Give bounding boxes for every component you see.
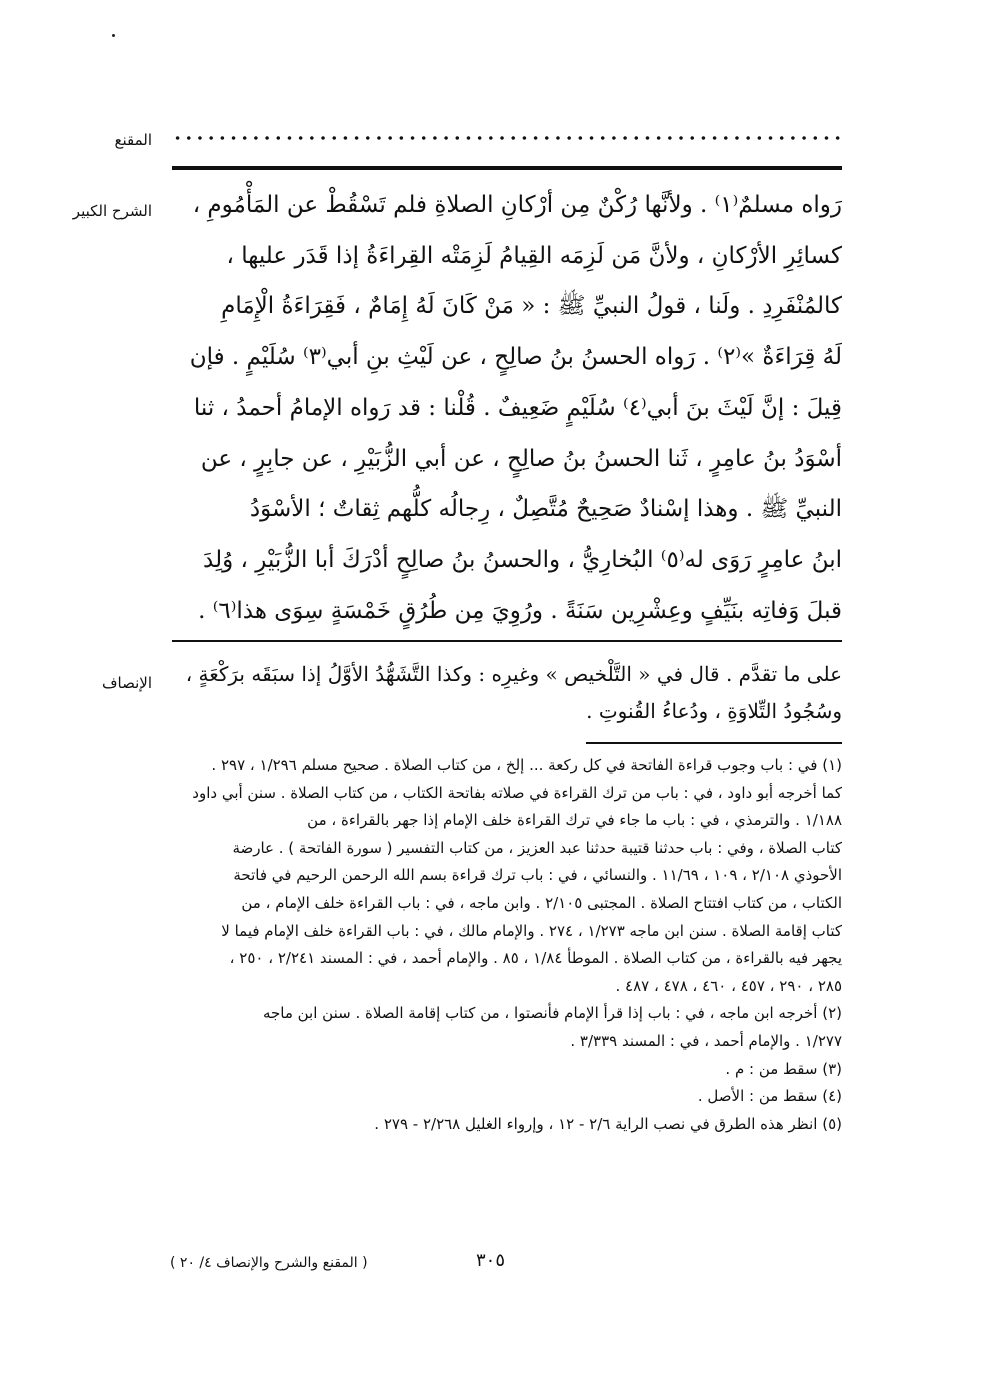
volume-label: ( المقنع والشرح والإنصاف ٤/ ٢٠ ) [170, 1255, 368, 1271]
footnote-line: (٥) انظر هذه الطرق في نصب الراية ٢/٦ - ١٢ ، وإرواء الغليل ٢/٢٦٨ - ٢٧٩ . [374, 1114, 842, 1133]
sharh-line: أسْوَدُ بنُ عامِرٍ ، ثَنا الحسنُ بنُ صالِحٍ ، عن أبي الزُّبَيْرِ ، عن جابِرٍ ، عن [200, 445, 842, 472]
header-rule [172, 166, 842, 170]
sharh-line: قِيلَ : إنَّ لَيْثَ بنَ أبي⁽٤⁾ سُلَيْمٍ ضَعِيفٌ . قُلْنا : قد رَواه الإمامُ أحمدُ ، ثنا [193, 394, 842, 421]
footnote-line: كتاب إقامة الصلاة . سنن ابن ماجه ١/٢٧٣ ، ٢٧٤ . والإمام مالك ، في : باب القراءة خلف الإمام فيما لا [221, 921, 842, 940]
footnote-line: يجهر فيه بالقراءة ، من كتاب الصلاة . الموطأ ١/٨٤ ، ٨٥ . والإمام أحمد ، في : المسند ٢/٢٤١ ، ٢٥٠ ، [229, 949, 842, 968]
footnote-line: (٤) سقط من : الأصل . [697, 1087, 842, 1106]
sharh-line: لَهُ قِرَاءَةٌ »⁽٢⁾ . رَواه الحسنُ بنُ صالِحٍ ، عن لَيْثِ بنِ أبي⁽٣⁾ سُلَيْمٍ . فإن [189, 344, 842, 371]
insaf-line: وسُجُودُ التِّلاوَةِ ، ودُعاءُ القُنوتِ . [586, 699, 842, 723]
sharh-line: ابنُ عامِرٍ رَوَى له⁽٥⁾ البُخارِيُّ ، والحسنُ بنُ صالِحٍ أدْرَكَ أبا الزُّبَيْرِ ، وُلِدَ [203, 546, 842, 573]
sharh-line: كسائِرِ الأرْكانِ ، ولأنَّ مَن لَزِمَه القِيامُ لَزِمَتْه القِراءَةُ إذا قَدَر عليها ، [226, 242, 842, 269]
sharh-line: النبيِّ ﷺ . وهذا إسْنادٌ صَحِيحٌ مُتَّصِلٌ ، رِجالُه كلُّهم ثِقاتٌ ؛ الأسْوَدُ [249, 496, 842, 523]
footnote-line: كما أخرجه أبو داود ، في : باب من ترك القراءة في صلاته بفاتحة الكتاب ، من كتاب الصلاة . سنن أبي داود [192, 783, 842, 802]
side-label-muqni: المقنع [114, 131, 152, 149]
sharh-text-block [172, 180, 842, 636]
footnote-line: كتاب الصلاة ، وفي : باب حدثنا قتيبة حدثنا عبد العزيز ، من كتاب التفسير ( سورة الفاتحة ) . عارضة [232, 838, 842, 857]
footnote-line: الأحوذي ٢/١٠٨ ، ١٠٩ ، ١١/٦٩ . والنسائي ، في : باب ترك قراءة بسم الله الرحمن الرحيم في فاتحة [233, 866, 842, 885]
footnote-line: ٢٨٥ ، ٢٩٠ ، ٤٥٧ ، ٤٦٠ ، ٤٧٨ ، ٤٨٧ . [615, 976, 842, 995]
page-number: ٣٠٥ [476, 1250, 506, 1271]
footnote-rule [586, 742, 842, 744]
insaf-text-block [172, 656, 842, 730]
insaf-line: على ما تقدَّم . قال في « التَّلْخيص » وغيرِه : وكذا التَّشَهُّدُ الأوَّلُ إذا سبَقَه برَكْعَةٍ ، [185, 662, 842, 686]
footnote-line: (١) في : باب وجوب قراءة الفاتحة في كل ركعة ... إلخ ، من كتاب الصلاة . صحيح مسلم ١/٢٩٦ ، ٢٩٧ . [211, 756, 842, 774]
side-label-sharh: الشرح الكبير [72, 202, 152, 220]
footnote-line: الكتاب ، من كتاب افتتاح الصلاة . المجتبى ٢/١٠٥ . وابن ماجه ، في : باب القراءة خلف الإمام ، من [241, 893, 842, 912]
ink-speck [112, 34, 115, 37]
side-label-insaf: الإنصاف [101, 674, 152, 692]
footnotes-block [172, 752, 842, 1138]
footnote-line: (٢) أخرجه ابن ماجه ، في : باب إذا قرأ الإمام فأنصتوا ، من كتاب إقامة الصلاة . سنن ابن ماجه [262, 1004, 842, 1023]
footnote-line: ١/٢٧٧ . والإمام أحمد ، في : المسند ٣/٣٣٩ . [570, 1031, 842, 1050]
sharh-line: كالمُنْفَرِدِ . ولَنا ، قولُ النبيِّ ﷺ : « مَنْ كَانَ لَهُ إِمَامٌ ، فَقِرَاءَةُ الْإِمَامِ [221, 293, 842, 320]
dotted-separator [172, 133, 842, 143]
footnote-line: ١/١٨٨ . والترمذي ، في : باب ما جاء في ترك القراءة خلف الإمام إذا جهر بالقراءة ، من [307, 811, 842, 830]
footnote-line: (٣) سقط من : م . [725, 1059, 842, 1078]
sharh-line: قبلَ وَفاتِه بنَيِّفٍ وعِشْرِين سَنَةً . ورُوِيَ مِن طُرُقٍ خَمْسَةٍ سِوَى هذا⁽٦⁾ . [198, 597, 842, 624]
section-rule [172, 640, 842, 642]
sharh-line: رَواه مسلمٌ⁽١⁾ . ولأنَّها رُكْنٌ مِن أرْكانِ الصلاةِ فلم تَسْقُطْ عن المَأْمُومِ ، [192, 192, 842, 218]
